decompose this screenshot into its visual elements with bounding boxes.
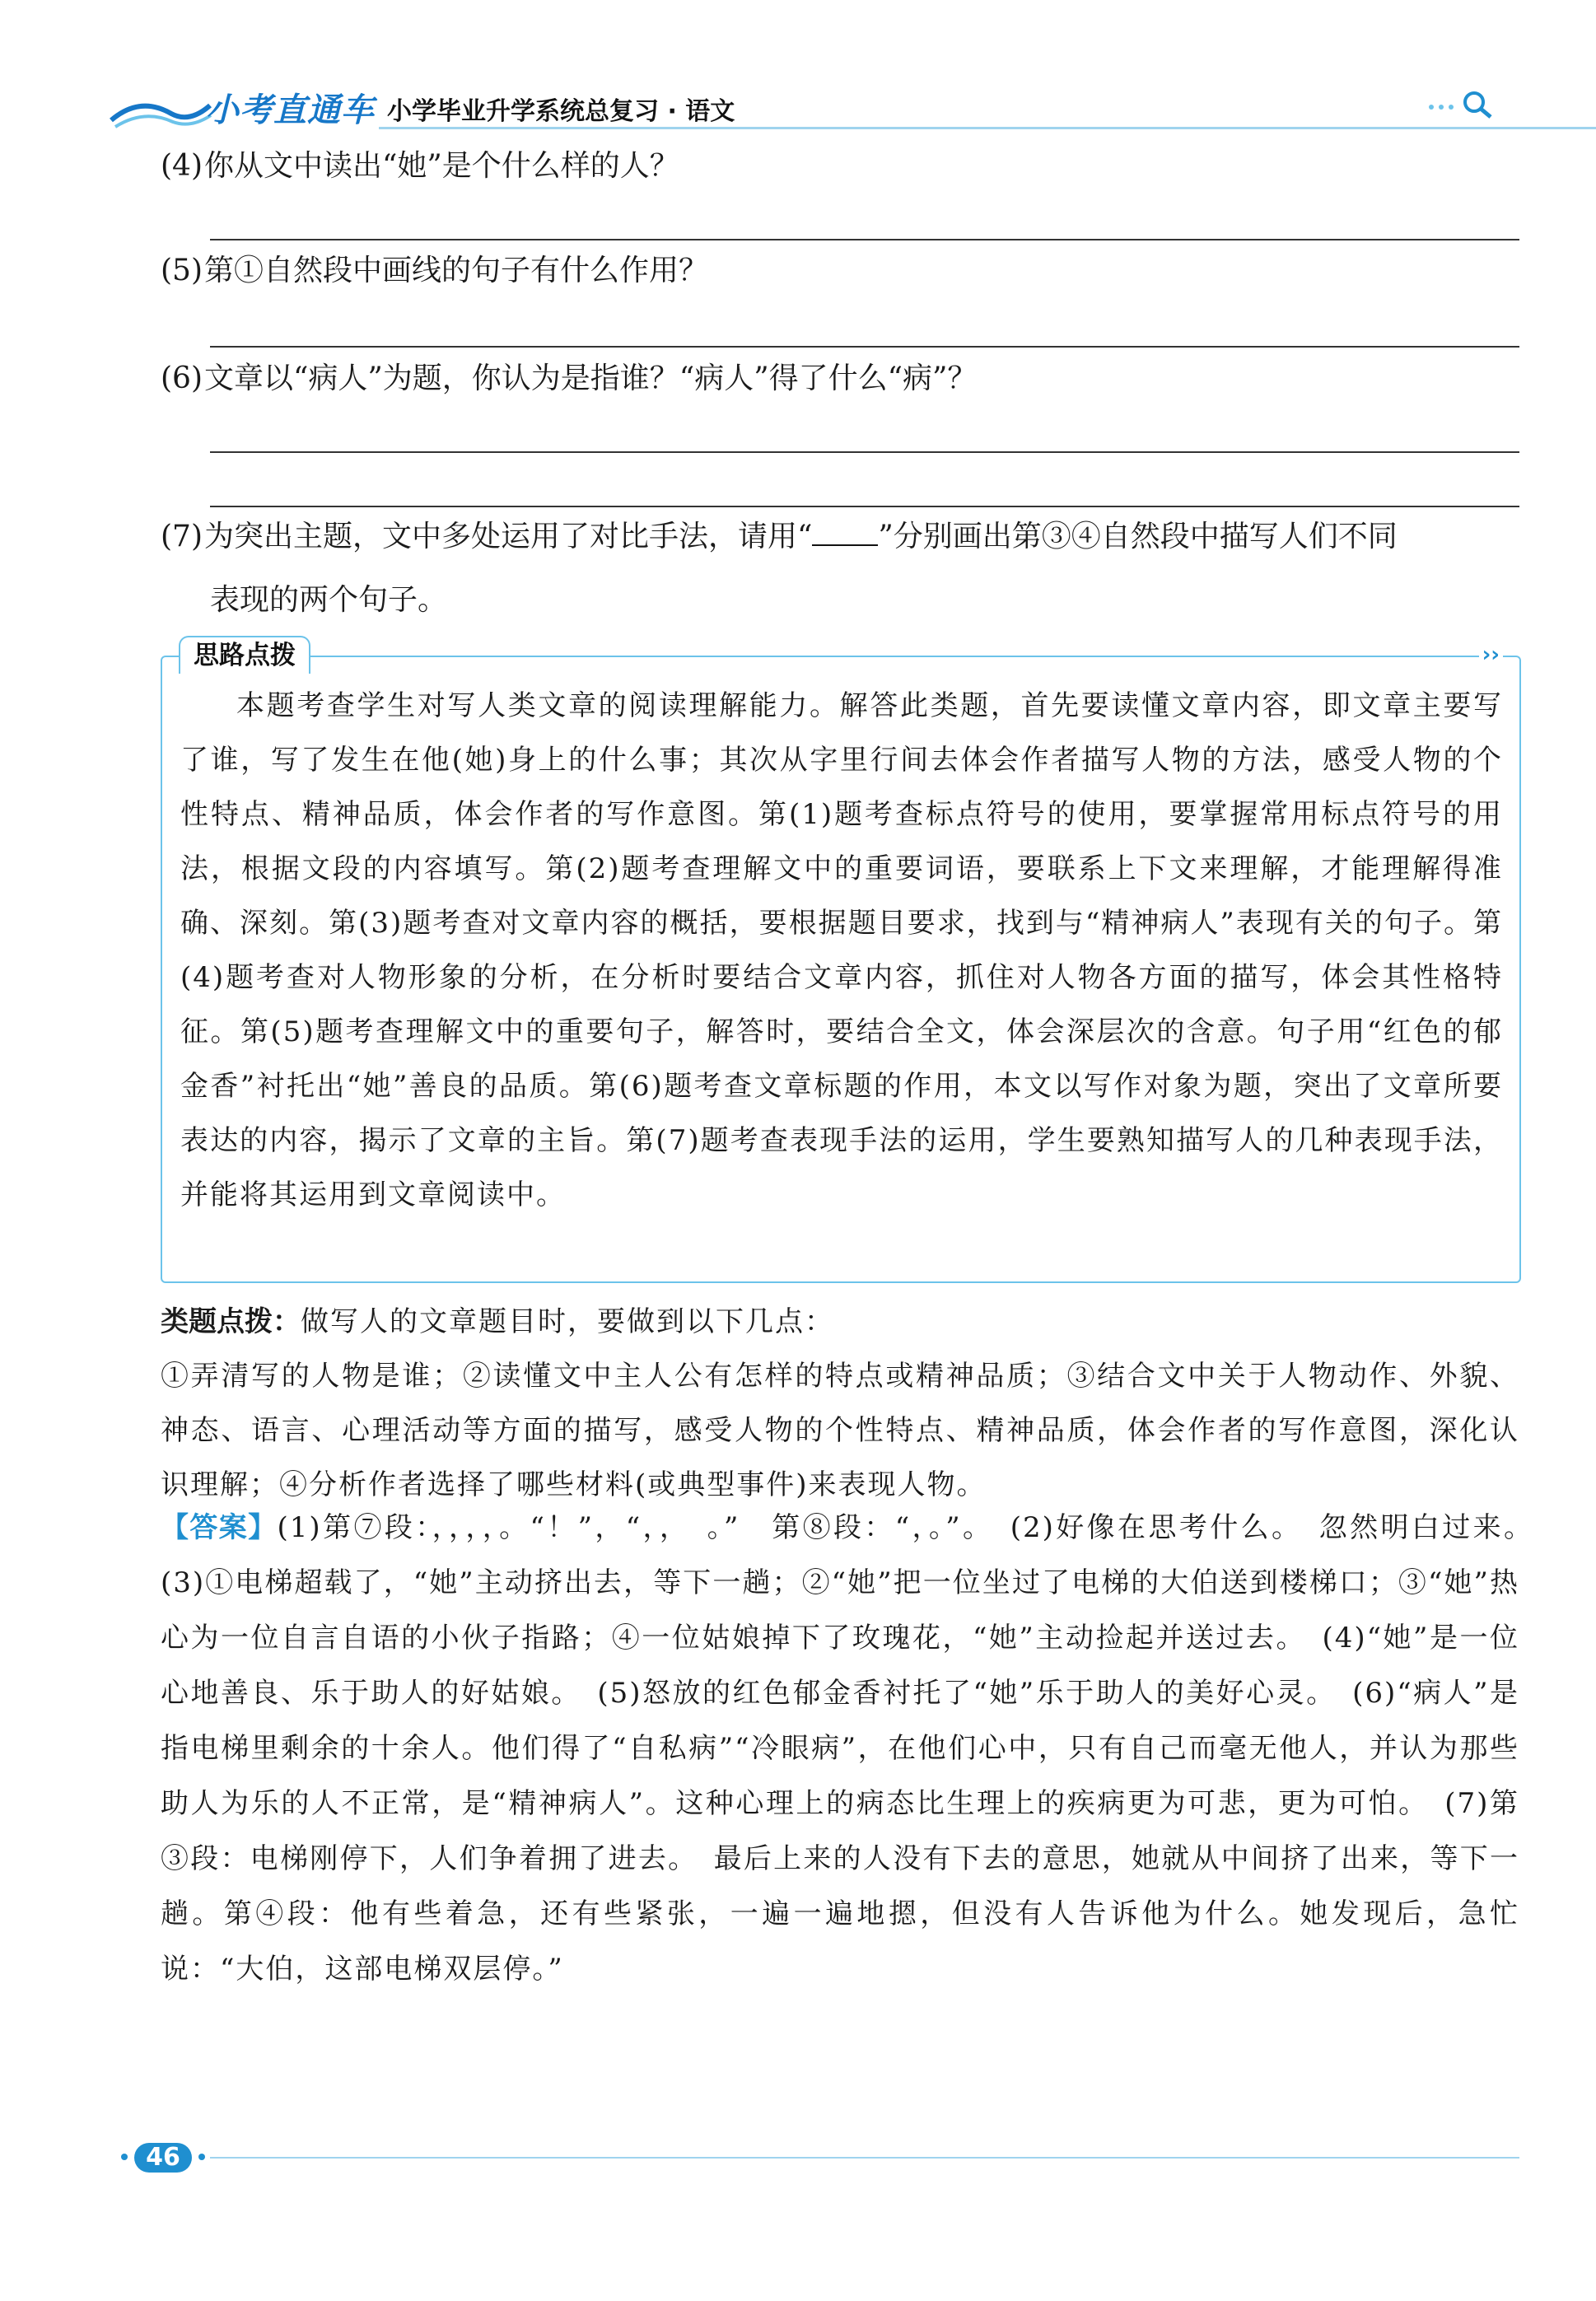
lei-label: 类题点拨： xyxy=(161,1305,301,1338)
answer-body: (1)第⑦段：，，，，。“！”，“，， 。” 第⑧段：“，。”。 (2)好像在思考什么。 忽然明白过来。 (3)①电梯超载了，“她”主动挤出去，等下一趟；②“她”把一位坐过了电梯的大伯送到楼梯口；③“她”热心为一位自言自语的小伙子指路；④一位姑娘掉下了玫瑰花，“她”主动捡起并送过去。 (4)“她”是一位心地善良、乐于助人的好姑娘。 (5)怒放的红色郁金香衬托了“她”乐于助人的美好心灵。 (6)“病人”是指电梯里剩余的十余人。他们得了“自私病”“冷眼病”，在他们心中，只有自己而毫无他人，并认为那些助人为乐的人不正常，是“精神病人”。这种心理上的病态比生理上的疾病更为可悲，更为可怕。 (7)第③段：电梯刚停下，人们争着拥了进去。 最后上来的人没有下去的意思，她就从中间挤了出来，等下一趟。第④段：他有些着急，还有些紧张，一遍一遍地摁，但没有人告诉他为什么。她发现后，急忙说：“大伯，这部电梯双层停。” xyxy=(161,1511,1549,1986)
header-rule xyxy=(379,127,1596,129)
question-number: (5) xyxy=(161,254,203,287)
question-7-line-2: 表现的两个句子。 xyxy=(210,583,448,617)
question-6 xyxy=(161,359,977,399)
lei-body: ①弄清写的人物是谁；②读懂文中主人公有怎样的特点或精神品质；③结合文中关于人物动作、外貌、神态、语言、心理活动等方面的描写，感受人物的个性特点、精神品质，体会作者的写作意图，深化认识理解；④分析作者选择了哪些材料(或典型事件)来表现人物。 xyxy=(161,1360,1519,1501)
question-4 xyxy=(161,147,679,187)
lei-intro: 做写人的文章题目时，要做到以下几点： xyxy=(301,1305,834,1338)
question-7 xyxy=(161,517,1398,558)
series-title: 小学毕业升学系统总复习 · 语文 xyxy=(387,97,735,126)
page-footer xyxy=(119,2143,1519,2176)
footer-rule xyxy=(210,2157,1519,2159)
question-number: (7) xyxy=(161,520,203,553)
answer-line xyxy=(210,239,1519,240)
question-5 xyxy=(161,251,708,292)
swoosh-icon xyxy=(107,81,214,130)
underline-blank xyxy=(812,520,878,546)
question-number: (4) xyxy=(161,149,203,183)
search-icon xyxy=(1425,87,1524,120)
question-number: (6) xyxy=(161,362,203,395)
question-text-after: ”分别画出第③④自然段中描写人们不同 xyxy=(878,520,1398,553)
tip-box xyxy=(161,641,1521,1283)
question-text: 第①自然段中画线的句子有什么作用？ xyxy=(204,254,709,287)
question-text-before: 为突出主题，文中多处运用了对比手法，请用“ xyxy=(204,520,813,553)
tip-body: 本题考查学生对写人类文章的阅读理解能力。解答此类题，首先要读懂文章内容，即文章主要写了谁，写了发生在他(她)身上的什么事；其次从字里行间去体会作者描写人物的方法，感受人物的个性特点、精神品质，体会作者的写作意图。第(1)题考查标点符号的使用，要掌握常用标点符号的用法，根据文段的内容填写。第(2)题考查理解文中的重要词语，要联系上下文来理解，才能理解得准确、深刻。第(3)题考查对文章内容的概括，要根据题目要求，找到与“精神病人”表现有关的句子。第(4)题考查对人物形象的分析，在分析时要结合文章内容，抓住对人物各方面的描写，体会其性格特征。第(5)题考查理解文中的重要句子，解答时，要结合全文，体会深层次的含意。句子用“红色的郁金香”衬托出“她”善良的品质。第(6)题考查文章标题的作用，本文以写作对象为题，突出了文章所要表达的内容，揭示了文章的主旨。第(7)题考查表现手法的运用，学生要熟知描写人的几种表现手法，并能将其运用到文章阅读中。 xyxy=(180,689,1503,1211)
answer-section xyxy=(161,1501,1549,1997)
tip-title: 思路点拨 xyxy=(179,636,310,674)
answer-line xyxy=(210,346,1519,348)
footer-dot xyxy=(121,2154,128,2160)
answer-line xyxy=(210,451,1519,453)
double-chevron-icon: ›› xyxy=(1479,642,1503,667)
answer-label: 【答案】 xyxy=(161,1511,278,1544)
lei-section xyxy=(161,1295,1519,1512)
question-text: 文章以“病人”为题，你认为是指谁？“病人”得了什么“病”？ xyxy=(204,362,978,395)
question-text: 你从文中读出“她”是个什么样的人？ xyxy=(204,149,679,183)
footer-dot xyxy=(198,2154,205,2160)
logo-text: 小考直通车 xyxy=(206,91,375,129)
brand-logo xyxy=(107,81,379,130)
page-number: 46 xyxy=(134,2143,192,2173)
page-header xyxy=(107,81,1524,130)
answer-line xyxy=(210,506,1519,507)
